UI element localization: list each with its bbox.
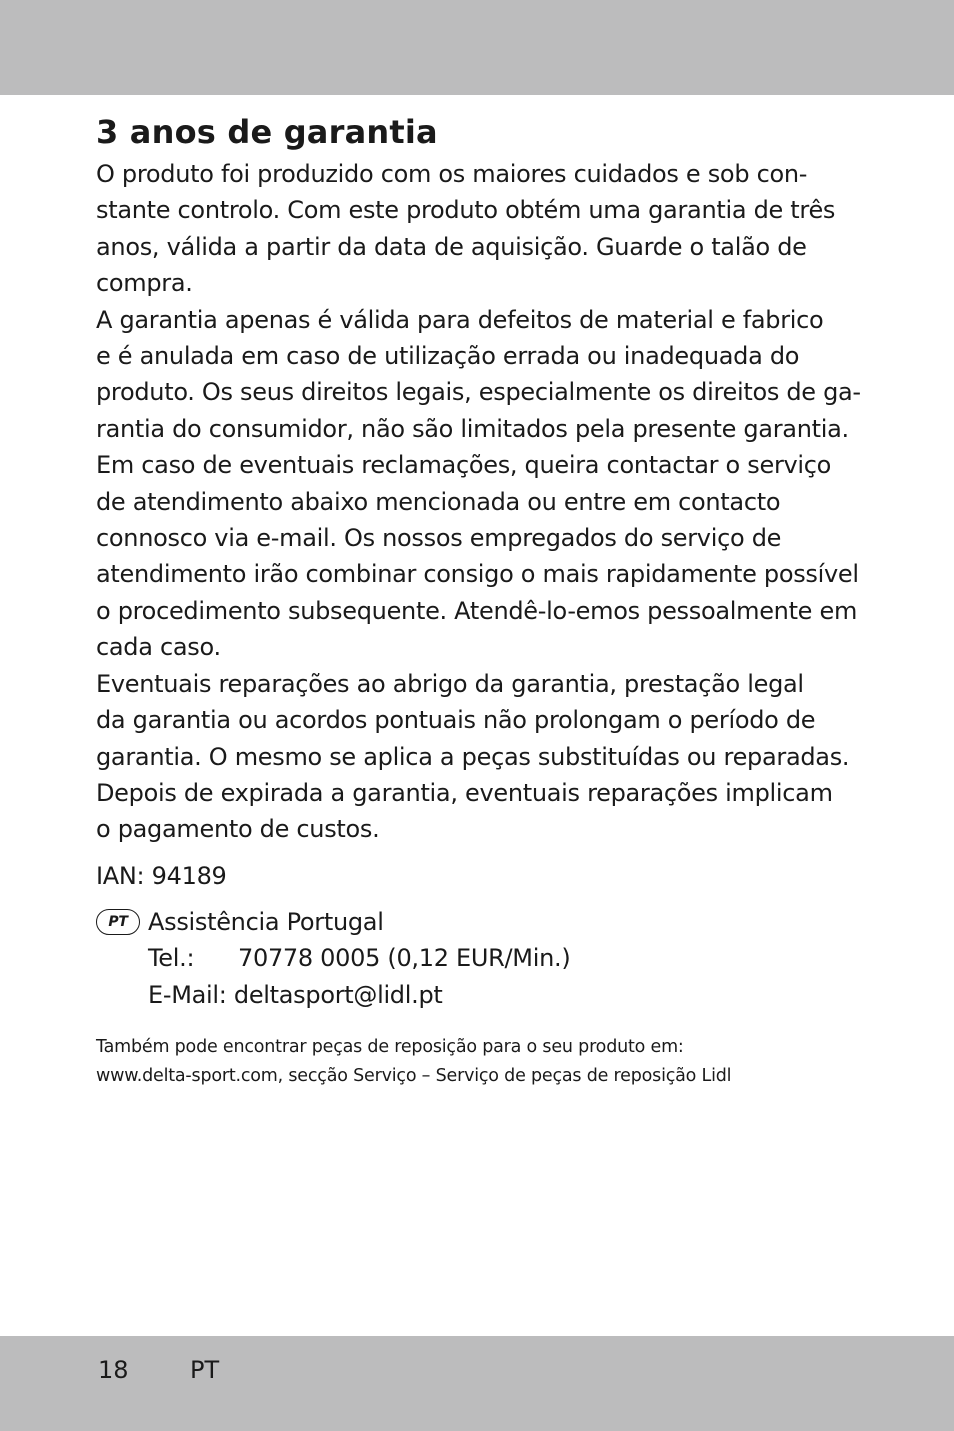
page-number: 18	[98, 1356, 129, 1384]
phone-number: 70778 0005 (0,12 EUR/Min.)	[238, 944, 571, 973]
paragraph-validity: A garantia apenas é válida para defeitos de material e fabrico e é anulada em caso de utilização errada ou inadequada do produto. Os seus direitos legais, especialmente os direitos de ga- rantia do consumidor, não são limitados pela presente garantia.	[96, 305, 861, 443]
spare-parts-line-1: Também pode encontrar peças de reposição para o seu produto em:	[96, 1037, 684, 1058]
warranty-section	[96, 110, 871, 1091]
footer-band	[0, 1336, 954, 1431]
ian-number: IAN: 94189	[96, 861, 227, 890]
paragraph-claims: Em caso de eventuais reclamações, queira contactar o serviço de atendimento abaixo mencionada ou entre em contacto connosco via e-mail. Os nossos empregados do serviço de atendimento irão combinar consigo o mais rapidamente possível o procedimento subsequente. Atendê-lo-emos pessoalmente em cada caso.	[96, 451, 859, 662]
phone-label: Tel.:	[148, 944, 195, 973]
service-name: Assistência Portugal	[148, 907, 384, 936]
page-title: 3 anos de garantia	[96, 113, 438, 151]
spare-parts-note	[96, 1033, 871, 1091]
country-badge-icon: PT	[96, 909, 140, 935]
language-code: PT	[190, 1356, 220, 1384]
spare-parts-line-2: www.delta-sport.com, secção Serviço – Serviço de peças de reposição Lidl	[96, 1066, 732, 1087]
service-name-row	[96, 904, 871, 941]
service-contact	[96, 904, 871, 1014]
paragraph-intro: O produto foi produzido com os maiores cuidados e sob con- stante controlo. Com este produto obtém uma garantia de três anos, válida a partir da data de aquisição. Guarde o talão de compra.	[96, 160, 836, 298]
phone-row	[96, 940, 871, 977]
email-row: E-Mail: deltasport@lidl.pt	[148, 980, 443, 1009]
header-band	[0, 0, 954, 95]
paragraph-repairs: Eventuais reparações ao abrigo da garantia, prestação legal da garantia ou acordos pontuais não prolongam o período de garantia. O mesmo se aplica a peças substituídas ou reparadas. Depois de expirada a garantia, eventuais reparações implicam o pagamento de custos.	[96, 669, 850, 844]
